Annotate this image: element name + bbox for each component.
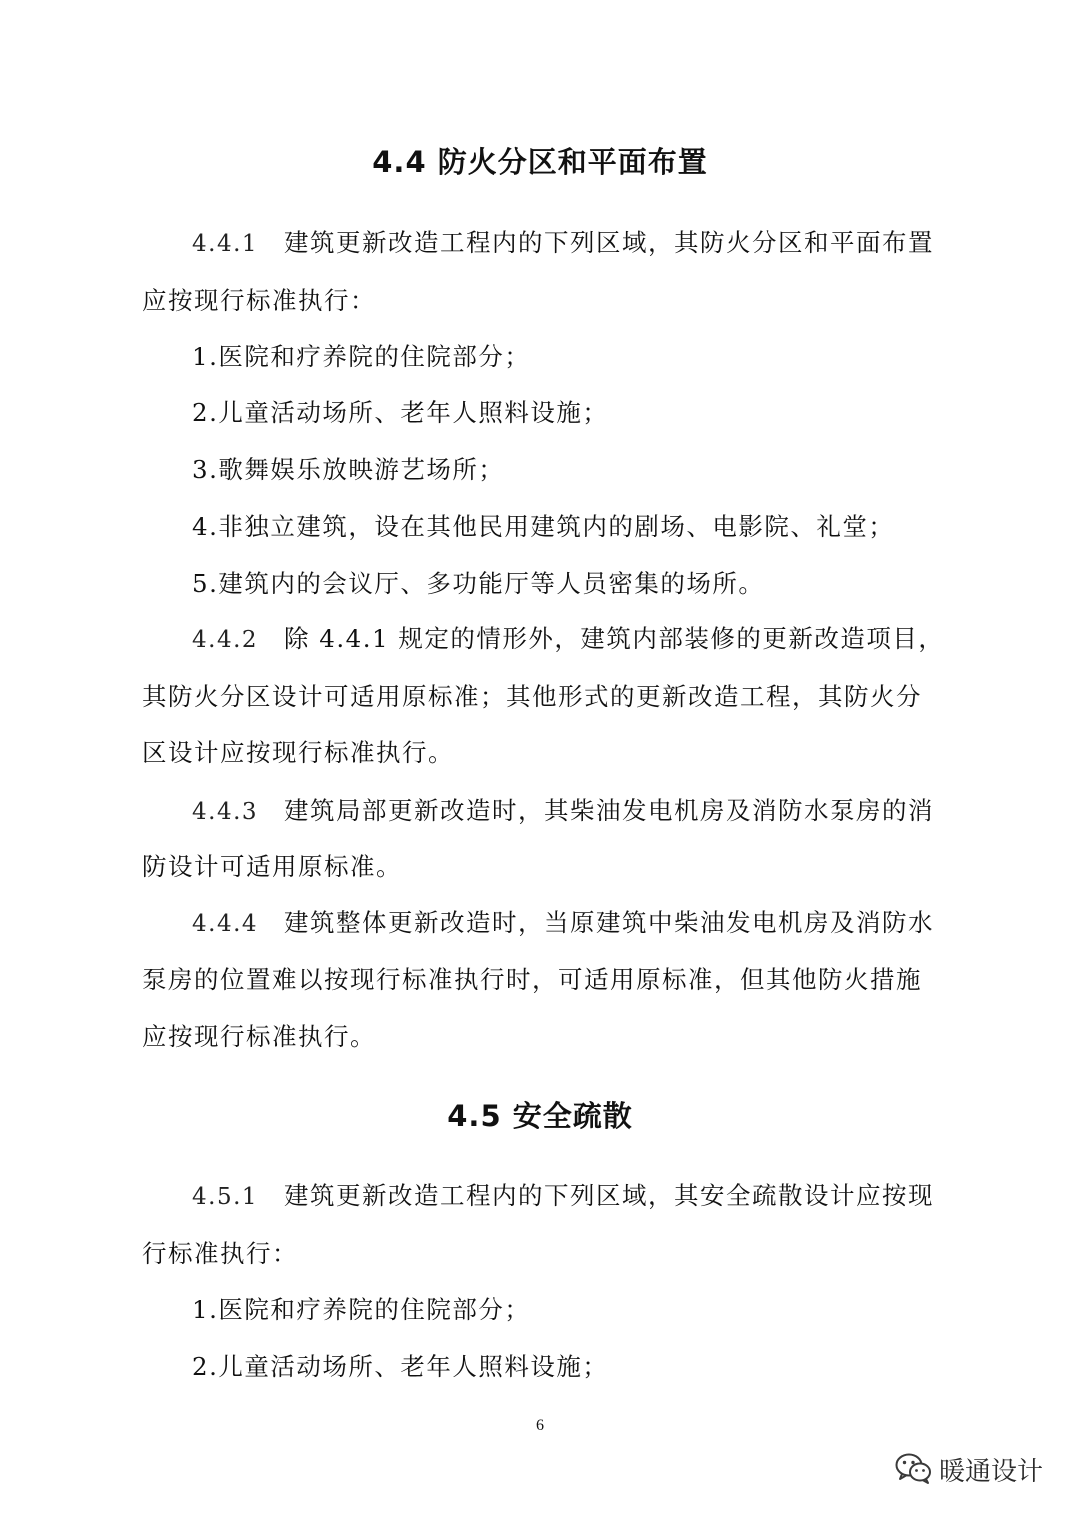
clause-text: 建筑更新改造工程内的下列区域，其防火分区和平面布置 [284,228,934,257]
list-item: 5.建筑内的会议厅、多功能厅等人员密集的场所。 [192,569,765,598]
clause-4-4-4-line-1 [192,904,934,939]
list-item: 3.歌舞娱乐放映游艺场所； [192,455,505,484]
clause-4-4-3-line-1 [192,792,934,827]
clause-4-5-1-line-1 [192,1177,934,1212]
list-item: 4.非独立建筑，设在其他民用建筑内的剧场、电影院、礼堂； [192,512,895,541]
clause-number: 4.5.1 [192,1184,259,1210]
watermark [895,1447,1043,1491]
clause-text: 建筑更新改造工程内的下列区域，其安全疏散设计应按现 [284,1181,934,1210]
watermark-text: 暖通设计 [939,1456,1044,1487]
clause-number: 4.4.2 [192,627,259,653]
clause-4-4-3-line-2: 防设计可适用原标准。 [142,852,402,881]
clause-4-4-2-line-2: 其防火分区设计可适用原标准；其他形式的更新改造工程，其防火分 [142,682,922,711]
clause-4-4-1-line-2: 应按现行标准执行： [142,286,376,315]
section-heading-4-5: 4.5 安全疏散 [447,1099,633,1133]
section-heading-4-4: 4.4 防火分区和平面布置 [372,145,708,179]
clause-4-5-1-line-2: 行标准执行： [142,1239,298,1268]
clause-number: 4.4.4 [192,911,259,937]
clause-number: 4.4.3 [192,799,259,825]
wechat-icon [895,1452,933,1486]
clause-4-4-4-line-2: 泵房的位置难以按现行标准执行时，可适用原标准，但其他防火措施 [142,965,922,994]
clause-4-4-4-line-3: 应按现行标准执行。 [142,1022,376,1051]
clause-number: 4.4.1 [192,231,259,257]
clause-4-4-2-line-1 [192,620,944,655]
page-number: 6 [536,1417,544,1434]
list-item: 2.儿童活动场所、老年人照料设施； [192,1352,609,1381]
clause-text: 除 4.4.1 规定的情形外，建筑内部装修的更新改造项目， [284,624,945,653]
list-item: 1.医院和疗养院的住院部分； [192,1295,531,1324]
clause-4-4-1-line-1 [192,224,934,259]
clause-text: 建筑局部更新改造时，其柴油发电机房及消防水泵房的消 [284,796,934,825]
clause-text: 建筑整体更新改造时，当原建筑中柴油发电机房及消防水 [284,908,934,937]
list-item: 1.医院和疗养院的住院部分； [192,342,531,371]
list-item: 2.儿童活动场所、老年人照料设施； [192,398,609,427]
clause-4-4-2-line-3: 区设计应按现行标准执行。 [142,738,454,767]
